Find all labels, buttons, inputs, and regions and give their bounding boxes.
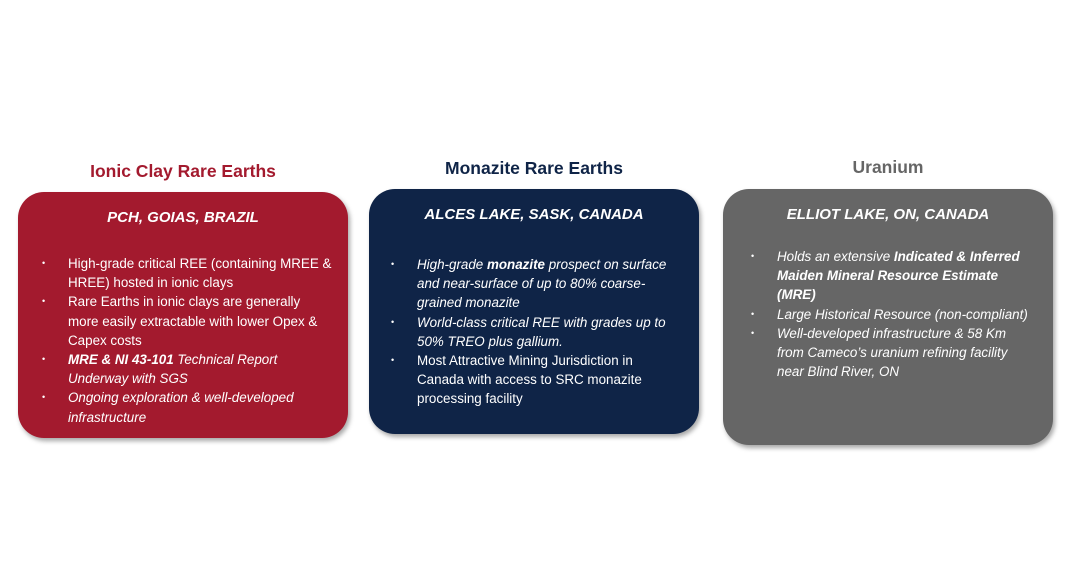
card-title-pch-goias: PCH, GOIAS, BRAZIL bbox=[107, 209, 259, 226]
card-ionic-clay bbox=[18, 192, 348, 438]
heading-ionic-clay: Ionic Clay Rare Earths bbox=[90, 161, 276, 181]
bullet-item bbox=[42, 350, 334, 388]
bullet-item bbox=[391, 351, 681, 409]
bullet-text: High-grade critical REE (containing MREE & HREE) hosted in ionic clays bbox=[68, 256, 332, 291]
bullet-text: Holds an extensive bbox=[777, 249, 894, 264]
heading-uranium: Uranium bbox=[852, 157, 924, 177]
bullet-text: prospect on surface and near-surface of up to 80% coarse-grained monazite bbox=[417, 257, 667, 311]
bullet-dot-icon: • bbox=[42, 354, 46, 365]
bullet-dot-icon: • bbox=[391, 316, 395, 327]
heading-monazite: Monazite Rare Earths bbox=[445, 158, 623, 178]
card-uranium bbox=[723, 189, 1053, 445]
bullet-dot-icon: • bbox=[751, 308, 755, 319]
card-title-elliot-lake: ELLIOT LAKE, ON, CANADA bbox=[786, 206, 990, 223]
bullet-text: Rare Earths in ionic clays are generally more easily extractable with lower Opex & Capex costs bbox=[68, 294, 318, 348]
bullet-list bbox=[391, 255, 681, 409]
bullet-item bbox=[42, 292, 334, 350]
bullet-dot-icon: • bbox=[751, 251, 755, 261]
bullet-dot-icon: • bbox=[391, 355, 395, 366]
bullet-list bbox=[751, 247, 1033, 381]
bullet-item bbox=[751, 305, 1033, 324]
bullet-text: MRE & NI 43-101 bbox=[68, 352, 174, 368]
bullet-item bbox=[751, 247, 1033, 305]
bullet-dot-icon: • bbox=[391, 259, 395, 269]
bullet-dot-icon: • bbox=[42, 258, 46, 268]
bullet-item bbox=[391, 313, 681, 351]
bullet-text: monazite bbox=[486, 257, 546, 272]
bullet-text: Indicated & Inferred Maiden Mineral Resource Estimate (MRE) bbox=[777, 249, 1020, 303]
card-title-alces-lake: ALCES LAKE, SASK, CANADA bbox=[424, 206, 644, 223]
bullet-item bbox=[751, 324, 1033, 382]
bullet-text: Most Attractive Mining Jurisdiction in Canada with access to SRC monazite processing facility bbox=[417, 353, 642, 407]
bullet-item bbox=[42, 254, 334, 292]
card-monazite bbox=[369, 189, 699, 434]
bullet-dot-icon: • bbox=[42, 392, 46, 403]
bullet-text: World-class critical REE with grades up to 50% TREO plus gallium. bbox=[417, 314, 666, 349]
bullet-text: Well-developed infrastructure & 58 Km from Cameco’s uranium refining facility near Blind River, ON bbox=[777, 325, 1008, 380]
bullet-text: Large Historical Resource (non-compliant) bbox=[777, 306, 1028, 322]
bullet-item bbox=[42, 388, 334, 426]
bullet-dot-icon: • bbox=[42, 296, 46, 307]
bullet-text: High-grade bbox=[417, 257, 487, 272]
bullet-text: Ongoing exploration & well-developed infrastructure bbox=[68, 390, 294, 425]
bullet-list bbox=[42, 254, 334, 427]
bullet-item bbox=[391, 255, 681, 313]
bullet-dot-icon: • bbox=[751, 327, 755, 338]
bullet-text: Technical Report Underway with SGS bbox=[68, 352, 278, 387]
